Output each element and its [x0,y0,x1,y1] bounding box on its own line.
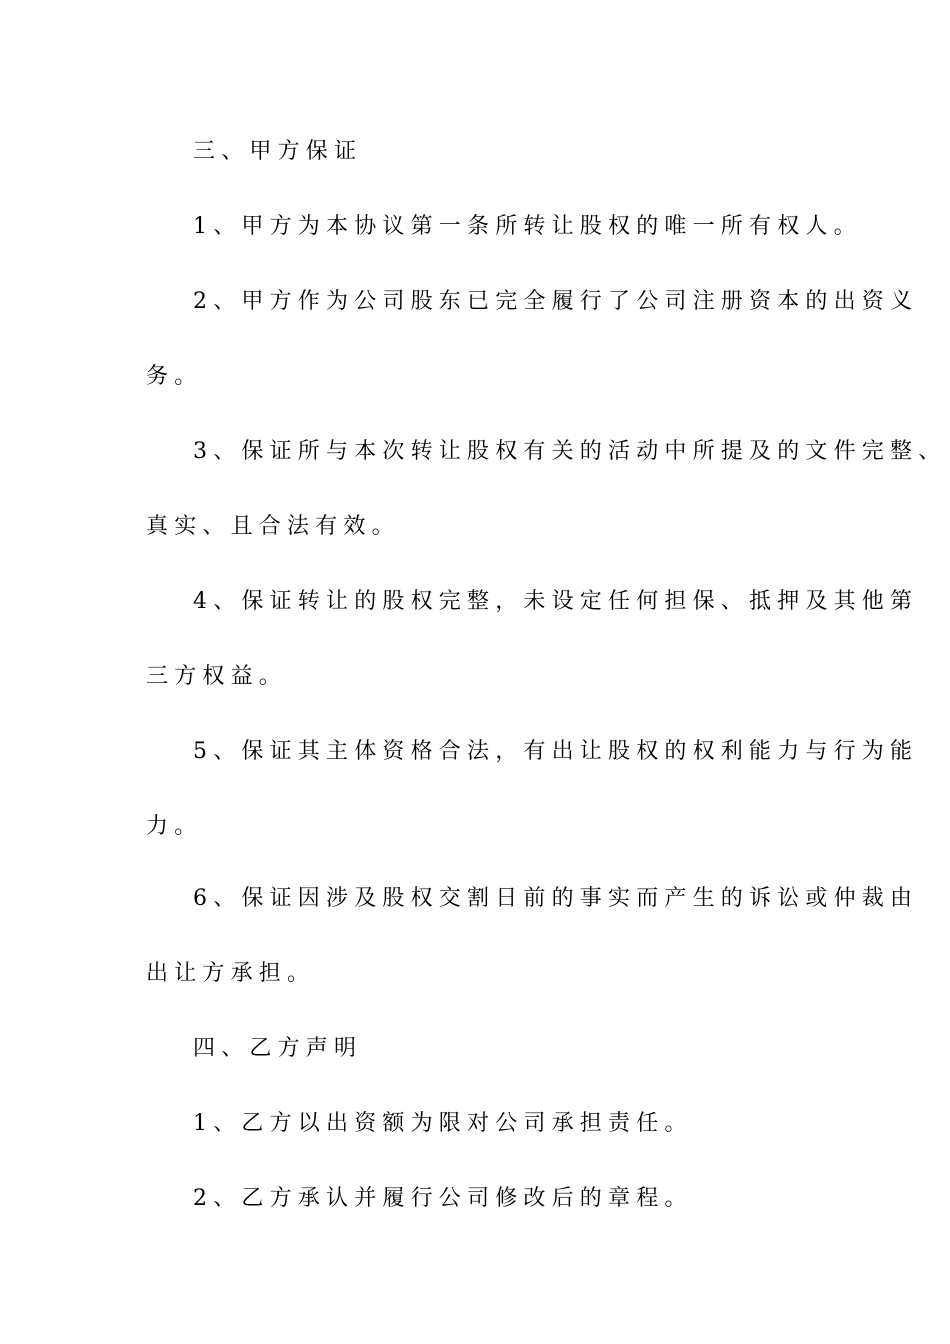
paragraph-line: 力。 [146,814,203,839]
paragraph-line: 3、保证所与本次转让股权有关的活动中所提及的文件完整、 [193,439,947,464]
paragraph-line: 真实、且合法有效。 [146,514,400,539]
section-heading-party-b-declaration: 四、乙方声明 [193,1036,363,1061]
paragraph-line: 1、甲方为本协议第一条所转让股权的唯一所有权人。 [193,214,862,239]
paragraph-line: 务。 [146,364,203,389]
paragraph-line: 出让方承担。 [146,961,316,986]
paragraph-line: 5、保证其主体资格合法，有出让股权的权利能力与行为能 [193,739,919,764]
section-heading-party-a-guarantee: 三、甲方保证 [193,139,363,164]
paragraph-line: 2、甲方作为公司股东已完全履行了公司注册资本的出资义 [193,289,919,314]
paragraph-line: 4、保证转让的股权完整，未设定任何担保、抵押及其他第 [193,589,919,614]
paragraph-line: 三方权益。 [146,664,288,689]
paragraph-line: 2、乙方承认并履行公司修改后的章程。 [193,1186,693,1211]
paragraph-line: 6、保证因涉及股权交割日前的事实而产生的诉讼或仲裁由 [193,886,919,911]
paragraph-line: 1、乙方以出资额为限对公司承担责任。 [193,1111,693,1136]
